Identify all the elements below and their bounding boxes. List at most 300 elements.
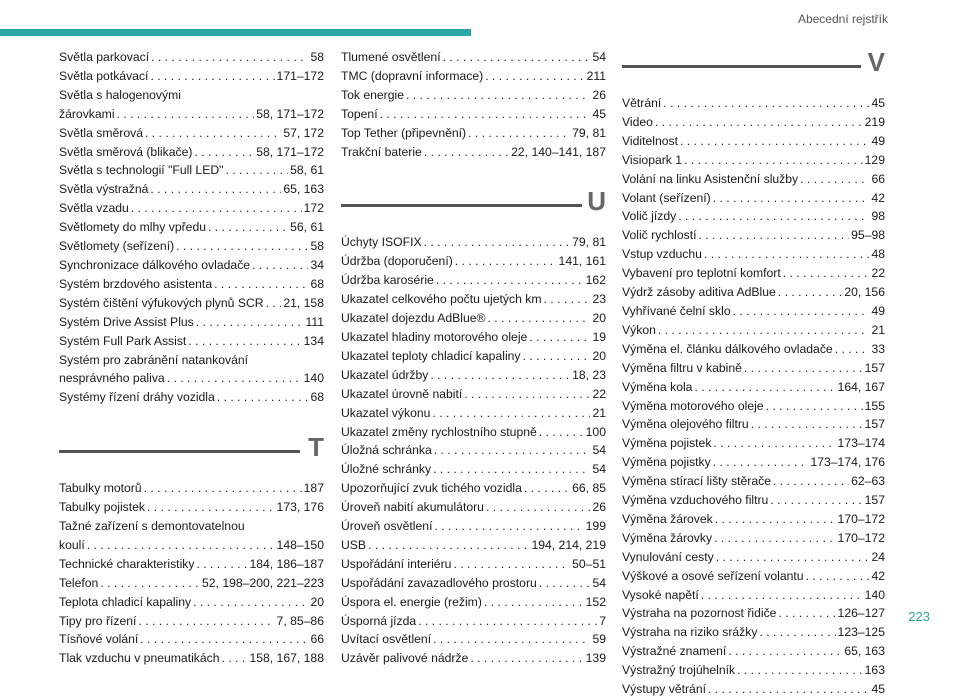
page-reference[interactable]: 79, 81 (572, 235, 606, 250)
index-entry[interactable] (622, 94, 885, 113)
index-term: Světlomety (seřízení) (59, 239, 175, 254)
page-reference[interactable]: 171–172 (276, 68, 324, 83)
index-term: Volič rychlostí (622, 228, 697, 243)
page-reference[interactable]: 157 (864, 360, 885, 375)
page-reference[interactable]: 194, 214, 219 (531, 537, 606, 552)
page-reference[interactable]: 79, 81 (572, 125, 606, 140)
index-entry[interactable] (622, 491, 885, 510)
index-entry[interactable] (341, 555, 606, 574)
index-term: Úspora el. energie (režim) (341, 594, 482, 609)
index-entry[interactable] (341, 252, 606, 271)
index-entry[interactable] (622, 132, 885, 151)
page-reference[interactable]: 66 (310, 632, 324, 647)
index-entry[interactable] (341, 366, 606, 385)
index-entry[interactable] (341, 404, 606, 423)
index-entry[interactable] (341, 593, 606, 612)
index-term: Ukazatel teploty chladicí kapaliny (341, 348, 521, 363)
index-entry[interactable] (341, 460, 606, 479)
dot-leader (701, 586, 863, 605)
index-term: Volič jízdy (622, 209, 677, 224)
index-entry-row (341, 86, 606, 105)
index-entry[interactable] (622, 586, 885, 605)
dot-leader (544, 290, 591, 309)
page-reference[interactable]: 157 (864, 417, 885, 432)
dot-leader (196, 313, 304, 332)
page-reference[interactable]: 140 (303, 371, 324, 386)
index-entry[interactable] (59, 218, 324, 237)
page-reference[interactable]: 157 (864, 493, 885, 508)
index-entry-row (622, 434, 885, 453)
index-entry-row (341, 67, 606, 86)
index-term: Výkon (622, 322, 656, 337)
index-entry-row (622, 661, 885, 680)
page-reference[interactable]: 58 (310, 50, 324, 64)
page-reference[interactable]: 19 (592, 329, 606, 344)
page-reference[interactable]: 199 (585, 519, 606, 534)
index-entry[interactable] (341, 498, 606, 517)
index-entry-row (341, 536, 606, 555)
page-reference[interactable]: 59 (592, 632, 606, 647)
index-entry-row (622, 359, 885, 378)
index-term: Volant (seřízení) (622, 190, 711, 205)
index-entry[interactable] (59, 649, 324, 668)
index-entry[interactable] (341, 574, 606, 593)
index-term: Údržba karosérie (341, 273, 434, 288)
index-entry[interactable] (59, 388, 324, 407)
page-reference[interactable]: 95–98 (851, 228, 885, 243)
index-term: Výstupy větrání (622, 682, 706, 697)
index-entry[interactable] (622, 170, 885, 189)
index-entry[interactable] (59, 237, 324, 256)
index-entry[interactable] (622, 661, 885, 680)
page-reference[interactable]: 58 (310, 239, 324, 254)
dot-leader (728, 642, 842, 661)
index-entry[interactable] (622, 567, 885, 586)
index-entry[interactable] (341, 86, 606, 105)
index-entry-row (59, 479, 324, 498)
index-entry[interactable] (341, 479, 606, 498)
index-entry-row (622, 302, 885, 321)
page-reference[interactable]: 45 (871, 682, 885, 697)
page-reference[interactable]: 21 (592, 405, 606, 420)
index-term: Synchronizace dálkového ovladače (59, 257, 251, 272)
page-reference[interactable]: 18, 23 (572, 367, 606, 382)
page-reference[interactable]: 58, 171–172 (256, 106, 324, 121)
index-entry-row (59, 294, 324, 313)
index-entry[interactable] (59, 612, 324, 631)
dot-leader (800, 170, 869, 189)
index-entry[interactable] (622, 189, 885, 208)
index-term: Výměna motorového oleje (622, 398, 764, 413)
index-entry-row (59, 143, 324, 162)
index-entry[interactable] (59, 498, 324, 517)
index-term: Výstražný trojúhelník (622, 663, 736, 678)
page-reference[interactable]: 140 (864, 587, 885, 602)
page-reference[interactable]: 100 (585, 424, 606, 439)
index-entry[interactable] (622, 207, 885, 226)
page-reference[interactable]: 164, 167 (837, 379, 885, 394)
page-reference[interactable]: 170–172 (837, 530, 885, 545)
index-term: Systém čištění výfukových plynů SCR (59, 295, 264, 310)
index-entry-row (341, 498, 606, 517)
index-term: Vyhřívané čelní sklo (622, 303, 731, 318)
index-entry[interactable] (622, 321, 885, 340)
index-entry[interactable] (622, 472, 885, 491)
dot-leader (188, 332, 301, 351)
index-term: žárovkami (59, 106, 115, 121)
dot-leader (117, 105, 255, 124)
page-reference[interactable]: 22, 140–141, 187 (511, 144, 606, 159)
page-reference[interactable]: 65, 163 (844, 644, 885, 659)
index-term: Visiopark 1 (622, 152, 683, 167)
page-reference[interactable]: 162 (585, 273, 606, 288)
dot-leader (208, 218, 288, 237)
index-entry[interactable] (622, 359, 885, 378)
index-entry-row (622, 510, 885, 529)
index-entry[interactable] (341, 143, 606, 162)
index-entry[interactable] (622, 529, 885, 548)
index-entry[interactable] (59, 332, 324, 351)
dot-leader (144, 479, 302, 498)
index-entry[interactable] (622, 680, 885, 699)
index-entry[interactable] (622, 623, 885, 642)
page-reference[interactable]: 158, 167, 188 (249, 651, 324, 666)
index-entry[interactable] (59, 124, 324, 143)
page-reference[interactable]: 54 (592, 443, 606, 458)
page-reference[interactable]: 42 (871, 568, 885, 583)
index-term: Uspořádání zavazadlového prostoru (341, 575, 537, 590)
index-entry[interactable] (59, 351, 324, 389)
index-entry[interactable] (341, 309, 606, 328)
page-reference[interactable]: 33 (871, 341, 885, 356)
page-reference[interactable]: 111 (305, 314, 324, 329)
index-entry[interactable] (341, 517, 606, 536)
index-term: Telefon (59, 575, 99, 590)
index-entry[interactable] (622, 434, 885, 453)
index-entry-row (341, 347, 606, 366)
page-reference[interactable]: 20 (592, 311, 606, 326)
page-reference[interactable]: 134 (303, 333, 324, 348)
page-reference[interactable]: 68 (310, 390, 324, 405)
dot-leader (708, 680, 869, 699)
index-term: Ukazatel údržby (341, 367, 429, 382)
page-reference[interactable]: 20, 156 (844, 285, 885, 300)
index-term: Ukazatel úrovně nabití (341, 386, 463, 401)
index-entry[interactable] (622, 283, 885, 302)
index-entry[interactable] (59, 479, 324, 498)
page-reference[interactable]: 126–127 (837, 606, 885, 621)
index-term: Ukazatel celkového počtu ujetých km (341, 292, 542, 307)
page-reference[interactable]: 50–51 (572, 556, 606, 571)
index-entry[interactable] (622, 604, 885, 623)
page-reference[interactable]: 22 (592, 386, 606, 401)
dot-leader (432, 404, 590, 423)
page-reference[interactable]: 155 (864, 398, 885, 413)
dot-leader (455, 252, 557, 271)
index-entry-row (59, 124, 324, 143)
index-entry[interactable] (341, 347, 606, 366)
index-entry[interactable] (59, 593, 324, 612)
index-entry-row (59, 536, 324, 555)
index-entry[interactable] (622, 113, 885, 132)
page-reference[interactable]: 129 (864, 152, 885, 167)
page-reference[interactable]: 45 (871, 96, 885, 110)
index-entry[interactable] (341, 536, 606, 555)
index-entry-row (622, 94, 885, 113)
dot-leader (524, 479, 570, 498)
index-entry[interactable] (622, 378, 885, 397)
page-reference[interactable]: 56, 61 (290, 220, 324, 235)
dot-leader (222, 649, 248, 668)
dot-leader (380, 105, 591, 124)
index-term: Top Tether (připevnění) (341, 125, 467, 140)
page-reference[interactable]: 173–174, 176 (810, 455, 885, 470)
index-term: Ukazatel dojezdu AdBlue® (341, 311, 486, 326)
index-entry-row (341, 290, 606, 309)
page-reference[interactable]: 45 (592, 106, 606, 121)
page-reference[interactable]: 52, 198–200, 221–223 (202, 575, 324, 590)
dot-leader (713, 189, 870, 208)
page-reference[interactable]: 163 (864, 663, 885, 678)
index-entry[interactable] (59, 143, 324, 162)
dot-leader (714, 529, 835, 548)
page-reference[interactable]: 23 (592, 292, 606, 307)
dot-leader (658, 321, 870, 340)
dot-leader (176, 237, 308, 256)
page-reference[interactable]: 26 (592, 87, 606, 102)
page-reference[interactable]: 65, 163 (283, 182, 324, 197)
index-entry-row (622, 264, 885, 283)
page-reference[interactable]: 42 (871, 190, 885, 205)
index-entry-row (622, 378, 885, 397)
page-reference[interactable]: 24 (871, 549, 885, 564)
index-column-3 (622, 48, 885, 699)
page-reference[interactable]: 22 (871, 266, 885, 281)
index-entry[interactable] (59, 313, 324, 332)
page-reference[interactable]: 211 (586, 68, 606, 83)
page-reference[interactable]: 20 (310, 594, 324, 609)
index-entry-row (622, 548, 885, 567)
page-reference[interactable]: 187 (303, 481, 324, 496)
index-entry[interactable] (622, 151, 885, 170)
index-term: Světla výstražná (59, 182, 149, 197)
index-entry-row (59, 218, 324, 237)
index-entry[interactable] (622, 415, 885, 434)
page-reference[interactable]: 26 (592, 500, 606, 515)
index-entry[interactable] (622, 510, 885, 529)
index-term: Světla směrová (59, 125, 143, 140)
page-reference[interactable]: 68 (310, 276, 324, 291)
index-term: Světla vzadu (59, 201, 129, 216)
page-reference[interactable]: 7, 85–86 (276, 613, 324, 628)
index-term: Tabulky pojistek (59, 500, 146, 515)
dot-leader (488, 309, 591, 328)
dot-leader (716, 548, 870, 567)
index-term: Výměna vzduchového filtru (622, 493, 769, 508)
index-entry[interactable] (622, 340, 885, 359)
dot-leader (713, 434, 835, 453)
dot-leader (678, 207, 869, 226)
index-term: Údržba (doporučení) (341, 254, 453, 269)
page-reference[interactable]: 49 (871, 133, 885, 148)
section-rule (622, 65, 861, 68)
index-entry-row (59, 593, 324, 612)
page-reference[interactable]: 152 (585, 594, 606, 609)
index-entry[interactable] (622, 397, 885, 416)
index-entry[interactable] (622, 245, 885, 264)
index-entry[interactable] (341, 328, 606, 347)
index-term: Výměna stírací lišty stěrače (622, 474, 772, 489)
index-entry[interactable] (622, 453, 885, 472)
page-reference[interactable]: 173, 176 (276, 500, 324, 515)
section-letter: U (587, 186, 606, 217)
index-entry[interactable] (341, 67, 606, 86)
index-entry[interactable] (59, 67, 324, 86)
index-entry-row (59, 555, 324, 574)
index-entry[interactable] (59, 294, 324, 313)
page-reference[interactable]: 170–172 (837, 511, 885, 526)
index-entry-row (341, 48, 606, 67)
index-entry-row (341, 366, 606, 385)
page-reference[interactable]: 172 (303, 201, 324, 216)
index-term: Výměna olejového filtru (622, 417, 749, 432)
index-entry[interactable] (59, 256, 324, 275)
page-reference[interactable]: 21 (871, 322, 885, 337)
index-entry[interactable] (341, 441, 606, 460)
dot-leader (433, 460, 590, 479)
dot-leader (778, 604, 835, 623)
page-reference[interactable]: 20 (592, 348, 606, 363)
dot-leader (424, 143, 509, 162)
index-entry-row (59, 332, 324, 351)
page-reference[interactable]: 219 (864, 114, 885, 129)
index-entry-row (622, 226, 885, 245)
index-entry[interactable] (622, 226, 885, 245)
dot-leader (783, 264, 870, 283)
index-entry[interactable] (341, 233, 606, 252)
page-reference[interactable]: 54 (592, 462, 606, 477)
index-term: Uzávěr palivové nádrže (341, 651, 469, 666)
page-reference[interactable]: 58, 171–172 (256, 144, 324, 159)
index-entry[interactable] (59, 199, 324, 218)
index-term: Výměna kola (622, 379, 693, 394)
page-reference[interactable]: 148–150 (276, 537, 324, 552)
page-reference[interactable]: 123–125 (837, 625, 885, 640)
index-entry-row (622, 529, 885, 548)
index-entry-row (622, 321, 885, 340)
index-entry[interactable] (341, 649, 606, 668)
page-reference[interactable]: 49 (871, 303, 885, 318)
index-entry[interactable] (341, 385, 606, 404)
index-entry[interactable] (59, 574, 324, 593)
page-reference[interactable]: 58, 61 (290, 163, 324, 178)
page-reference[interactable]: 184, 186–187 (249, 556, 324, 571)
index-entry-row (341, 271, 606, 290)
index-entry-row (341, 479, 606, 498)
page-reference[interactable]: 139 (585, 651, 606, 666)
page-reference[interactable]: 54 (592, 50, 606, 64)
dot-leader (484, 593, 584, 612)
page-reference[interactable]: 62–63 (851, 474, 885, 489)
page-reference[interactable]: 98 (871, 209, 885, 224)
dot-leader (150, 67, 274, 86)
index-entry-row (341, 143, 606, 162)
page-reference[interactable]: 7 (599, 613, 606, 628)
section-divider (59, 433, 324, 479)
index-entry[interactable] (59, 180, 324, 199)
section-letter: V (867, 47, 885, 77)
header-accent-bar (0, 29, 471, 36)
page-reference[interactable]: 57, 172 (283, 125, 324, 140)
page-reference[interactable]: 141, 161 (558, 254, 606, 269)
index-entry-row (622, 453, 885, 472)
page-reference[interactable]: 34 (310, 257, 324, 272)
index-entry[interactable] (59, 517, 324, 555)
index-entry[interactable] (59, 48, 324, 67)
dot-leader (430, 366, 570, 385)
index-entry[interactable] (59, 86, 324, 124)
index-entry[interactable] (341, 612, 606, 631)
page-reference[interactable]: 66, 85 (572, 481, 606, 496)
index-term: Tlak vzduchu v pneumatikách (59, 651, 220, 666)
index-entry[interactable] (341, 290, 606, 309)
index-entry[interactable] (622, 302, 885, 321)
dot-leader (464, 385, 590, 404)
index-entry[interactable] (341, 423, 606, 442)
index-entry[interactable] (622, 264, 885, 283)
index-entry-row (622, 170, 885, 189)
page-reference[interactable]: 21, 158 (283, 295, 324, 310)
index-entry-row (622, 207, 885, 226)
dot-leader (806, 567, 870, 586)
index-entry[interactable] (622, 642, 885, 661)
index-term: Tlumené osvětlení (341, 50, 441, 64)
index-entry-row (341, 574, 606, 593)
index-entry[interactable] (341, 105, 606, 124)
page-reference[interactable]: 173–174 (837, 436, 885, 451)
dot-leader (470, 649, 583, 668)
index-entry[interactable] (341, 48, 606, 67)
index-term: nesprávného paliva (59, 371, 165, 386)
index-entry[interactable] (341, 271, 606, 290)
dot-leader (434, 441, 591, 460)
page-reference[interactable]: 48 (871, 247, 885, 262)
index-entry[interactable] (59, 275, 324, 294)
dot-leader (468, 124, 570, 143)
index-term: Úroveň nabití akumulátoru (341, 500, 484, 515)
index-entry-row (59, 67, 324, 86)
dot-leader (266, 294, 282, 313)
index-entry-row (622, 623, 885, 642)
dot-leader (733, 302, 870, 321)
dot-leader (214, 275, 308, 294)
index-entry-row (59, 180, 324, 199)
section-letter: T (308, 432, 324, 463)
index-entry-row (622, 283, 885, 302)
index-entry[interactable] (59, 555, 324, 574)
index-entry-row (622, 189, 885, 208)
page-reference[interactable]: 66 (871, 171, 885, 186)
index-term: Tipy pro řízení (59, 613, 137, 628)
index-term: USB (341, 537, 367, 552)
page-reference[interactable]: 54 (592, 575, 606, 590)
dot-leader (167, 369, 302, 388)
dot-leader (773, 472, 849, 491)
index-entry[interactable] (59, 161, 324, 180)
index-entry[interactable] (622, 548, 885, 567)
index-entry[interactable] (341, 124, 606, 143)
dot-leader (715, 510, 836, 529)
